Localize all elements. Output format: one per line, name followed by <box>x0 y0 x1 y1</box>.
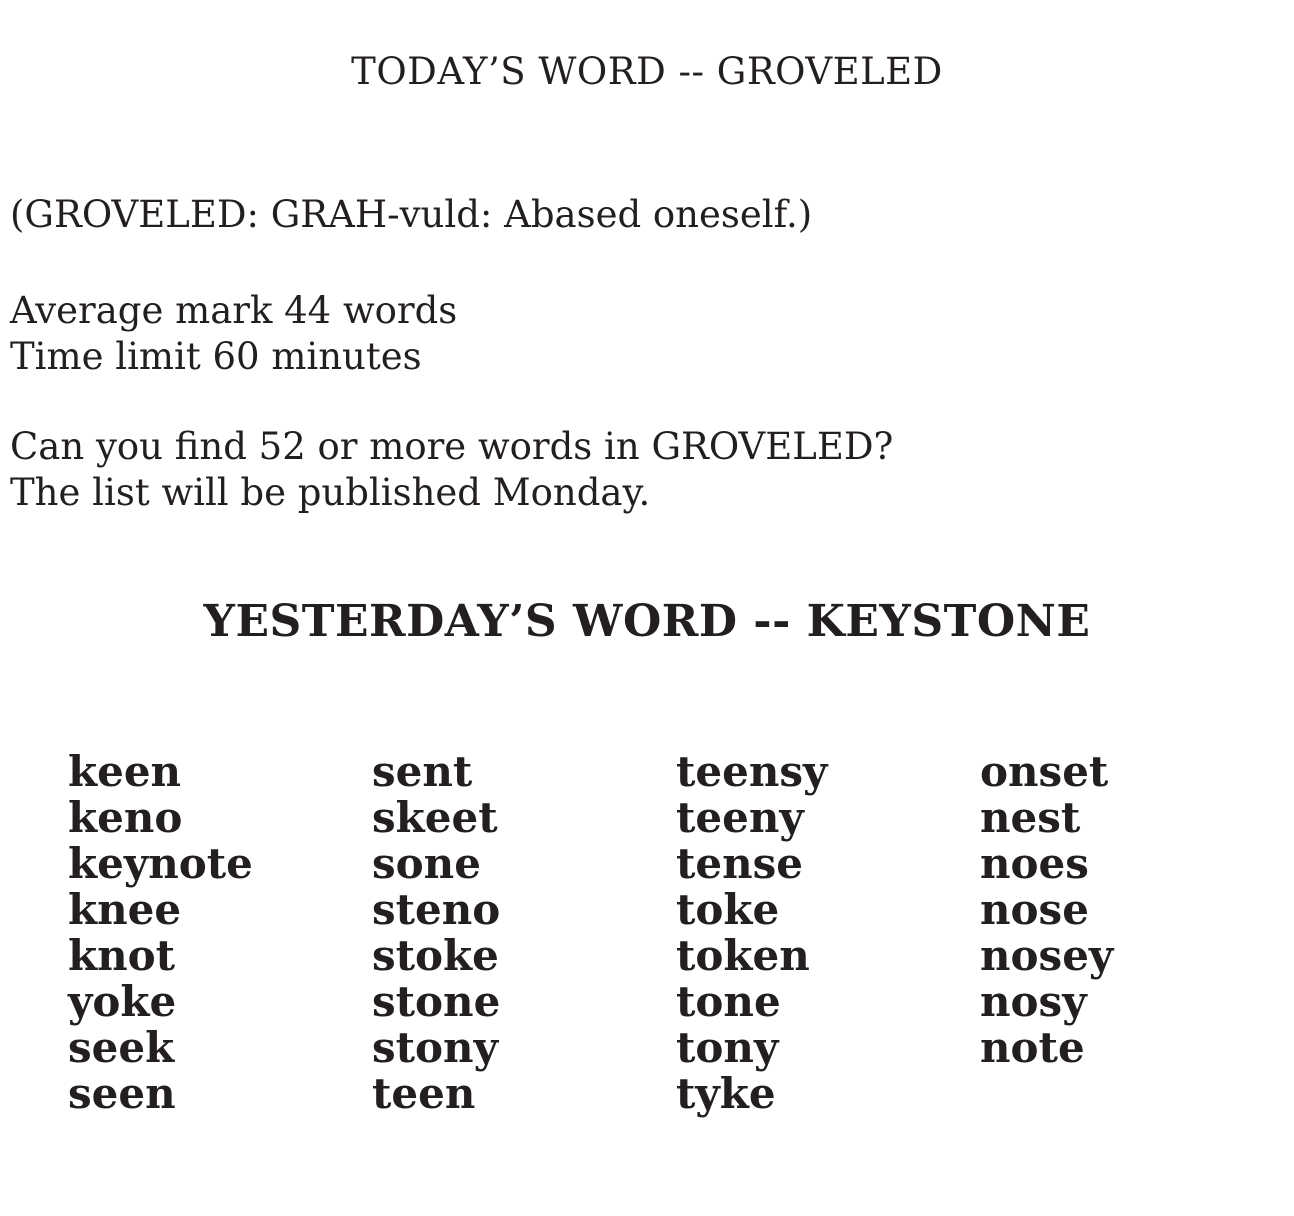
word-column-2 <box>372 749 500 1117</box>
word-definition: (GROVELED: GRAH-vuld: Abased oneself.) <box>10 193 813 236</box>
answer-word: stone <box>372 977 501 1026</box>
yesterdays-word-title: YESTERDAY’S WORD -- KEYSTONE <box>203 596 1091 647</box>
publish-note: The list will be published Monday. <box>10 471 651 514</box>
answer-word: keen <box>68 747 182 796</box>
average-mark: Average mark 44 words <box>10 289 458 332</box>
answer-word: sent <box>372 747 473 796</box>
answer-word: keno <box>68 793 183 842</box>
word-column-3 <box>676 749 827 1117</box>
answer-word: skeet <box>372 793 498 842</box>
answer-word: teen <box>372 1069 476 1118</box>
answer-word: knee <box>68 885 182 934</box>
answer-word: sone <box>372 839 481 888</box>
answer-word: nest <box>980 793 1081 842</box>
answer-word: steno <box>372 885 501 934</box>
answer-word: token <box>676 931 810 980</box>
puzzle-stats <box>10 288 457 380</box>
challenge-text <box>10 424 893 516</box>
answer-word: nosey <box>980 931 1114 980</box>
answer-word: stony <box>372 1023 498 1072</box>
answer-word: tyke <box>676 1069 776 1118</box>
answer-word: note <box>980 1023 1085 1072</box>
answer-word: nosy <box>980 977 1087 1026</box>
answer-word: noes <box>980 839 1089 888</box>
answer-word: stoke <box>372 931 499 980</box>
word-column-1 <box>68 749 253 1117</box>
answer-word: seek <box>68 1023 175 1072</box>
answer-word: teensy <box>676 747 828 796</box>
answer-word: toke <box>676 885 780 934</box>
answer-word-list <box>0 749 1294 1129</box>
answer-word: knot <box>68 931 176 980</box>
challenge-question: Can you find 52 or more words in GROVELED? <box>10 425 894 468</box>
answer-word: yoke <box>68 977 177 1026</box>
answer-word: teeny <box>676 793 804 842</box>
answer-word: nose <box>980 885 1089 934</box>
word-column-4 <box>980 749 1113 1071</box>
answer-word: tense <box>676 839 804 888</box>
answer-word: keynote <box>68 839 253 888</box>
answer-word: tony <box>676 1023 779 1072</box>
answer-word: onset <box>980 747 1109 796</box>
time-limit: Time limit 60 minutes <box>10 335 422 378</box>
todays-word-title: TODAY’S WORD -- GROVELED <box>351 50 943 93</box>
answer-word: tone <box>676 977 781 1026</box>
answer-word: seen <box>68 1069 176 1118</box>
